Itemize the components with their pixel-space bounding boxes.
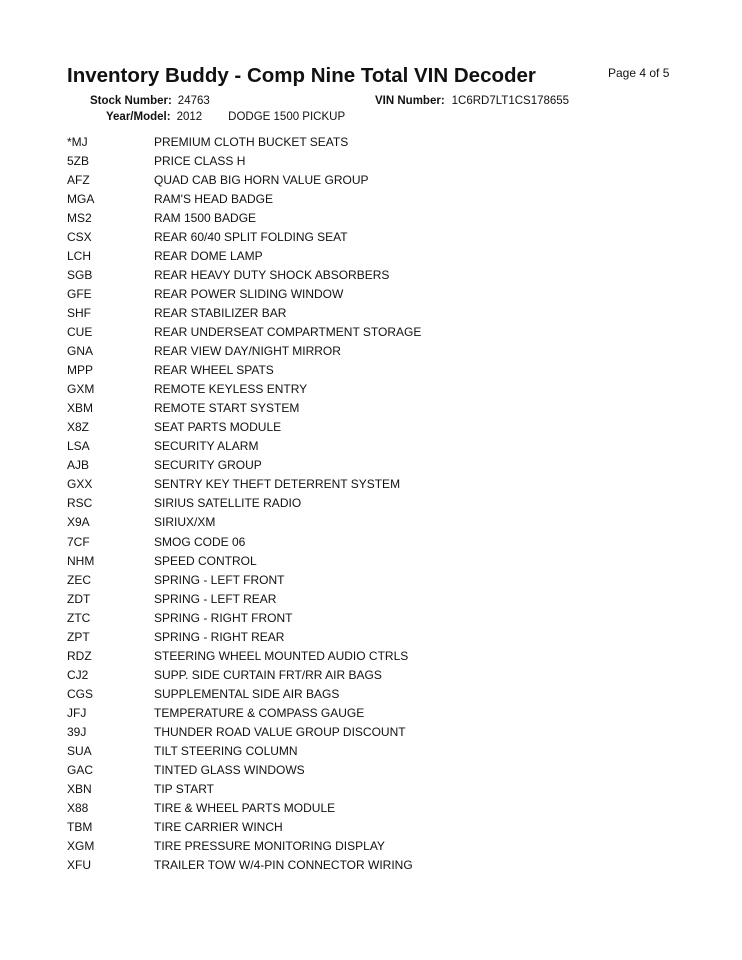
vin-number-label: VIN Number:: [375, 95, 445, 107]
options-list: [67, 132, 421, 875]
option-code: CGS: [67, 686, 94, 701]
option-row: [67, 399, 421, 418]
option-description: STEERING WHEEL MOUNTED AUDIO CTRLS: [154, 648, 409, 663]
option-code: LSA: [67, 439, 90, 454]
option-row: [67, 265, 421, 284]
option-code: XBM: [67, 401, 94, 416]
option-code: NHM: [67, 553, 95, 568]
option-code: GXX: [67, 477, 93, 492]
stock-number-value: 24763: [177, 95, 210, 107]
option-row: [67, 246, 421, 265]
option-code: SGB: [67, 267, 93, 282]
option-code: X9A: [67, 515, 90, 530]
option-description: PRICE CLASS H: [154, 153, 246, 168]
option-description: RAM 1500 BADGE: [154, 210, 257, 225]
option-code: AFZ: [67, 172, 90, 187]
option-code: AJB: [67, 458, 90, 473]
option-row: [67, 856, 421, 875]
option-description: SENTRY KEY THEFT DETERRENT SYSTEM: [154, 477, 401, 492]
option-description: REAR UNDERSEAT COMPARTMENT STORAGE: [154, 324, 422, 339]
option-row: [67, 208, 421, 227]
option-row: [67, 799, 421, 818]
option-description: TIRE & WHEEL PARTS MODULE: [154, 801, 336, 816]
option-row: [67, 475, 421, 494]
option-code: XFU: [67, 858, 91, 873]
option-row: [67, 532, 421, 551]
option-description: REMOTE KEYLESS ENTRY: [154, 382, 308, 397]
option-row: [67, 380, 421, 399]
option-row: [67, 132, 421, 151]
option-description: REAR DOME LAMP: [154, 248, 263, 263]
option-row: [67, 837, 421, 856]
option-description: TIRE CARRIER WINCH: [154, 820, 283, 835]
option-row: [67, 684, 421, 703]
option-row: [67, 322, 421, 341]
option-row: [67, 761, 421, 780]
year-model: [106, 111, 345, 123]
option-code: ZPT: [67, 629, 90, 644]
option-code: MS2: [67, 210, 92, 225]
option-description: TILT STEERING COLUMN: [154, 744, 298, 759]
option-description: SIRIUX/XM: [154, 515, 216, 530]
option-code: XBN: [67, 782, 92, 797]
option-code: ZTC: [67, 610, 91, 625]
option-description: SUPPLEMENTAL SIDE AIR BAGS: [154, 686, 340, 701]
option-row: [67, 513, 421, 532]
option-code: MGA: [67, 191, 95, 206]
option-description: SECURITY GROUP: [154, 458, 262, 473]
option-code: GAC: [67, 763, 94, 778]
vin-number-value: 1C6RD7LT1CS178655: [451, 95, 570, 107]
year-model-label: Year/Model:: [106, 111, 171, 123]
option-code: X88: [67, 801, 89, 816]
option-code: CSX: [67, 229, 92, 244]
option-description: SPRING - LEFT FRONT: [154, 572, 285, 587]
option-code: GFE: [67, 286, 92, 301]
option-code: ZDT: [67, 591, 91, 606]
option-row: [67, 284, 421, 303]
option-row: [67, 627, 421, 646]
option-description: SPRING - RIGHT FRONT: [154, 610, 293, 625]
option-code: 7CF: [67, 534, 90, 549]
option-description: REAR 60/40 SPLIT FOLDING SEAT: [154, 229, 348, 244]
option-row: [67, 646, 421, 665]
option-code: XGM: [67, 839, 95, 854]
option-row: [67, 189, 421, 208]
stock-number-label: Stock Number:: [90, 95, 172, 107]
option-code: LCH: [67, 248, 92, 263]
option-description: SMOG CODE 06: [154, 534, 246, 549]
option-code: SUA: [67, 744, 92, 759]
option-description: REAR WHEEL SPATS: [154, 363, 274, 378]
option-row: [67, 437, 421, 456]
option-row: [67, 570, 421, 589]
option-description: REAR HEAVY DUTY SHOCK ABSORBERS: [154, 267, 390, 282]
option-code: TBM: [67, 820, 93, 835]
option-row: [67, 780, 421, 799]
vin-number: [375, 95, 569, 107]
option-row: [67, 818, 421, 837]
option-row: [67, 151, 421, 170]
option-code: 5ZB: [67, 153, 90, 168]
option-description: SUPP. SIDE CURTAIN FRT/RR AIR BAGS: [154, 667, 382, 682]
option-code: CJ2: [67, 667, 89, 682]
option-row: [67, 703, 421, 722]
option-code: CUE: [67, 324, 93, 339]
model-value: DODGE 1500 PICKUP: [228, 111, 346, 123]
option-row: [67, 608, 421, 627]
stock-number: [90, 95, 210, 107]
option-description: TRAILER TOW W/4-PIN CONNECTOR WIRING: [154, 858, 413, 873]
option-description: PREMIUM CLOTH BUCKET SEATS: [154, 134, 349, 149]
option-description: REMOTE START SYSTEM: [154, 401, 300, 416]
option-description: SIRIUS SATELLITE RADIO: [154, 496, 302, 511]
option-description: THUNDER ROAD VALUE GROUP DISCOUNT: [154, 724, 406, 739]
option-code: SHF: [67, 305, 91, 320]
option-row: [67, 551, 421, 570]
option-code: ZEC: [67, 572, 91, 587]
option-description: SPRING - LEFT REAR: [154, 591, 277, 606]
option-description: TEMPERATURE & COMPASS GAUGE: [154, 705, 365, 720]
option-row: [67, 494, 421, 513]
option-code: MPP: [67, 363, 94, 378]
option-description: SEAT PARTS MODULE: [154, 420, 282, 435]
option-row: [67, 227, 421, 246]
option-description: QUAD CAB BIG HORN VALUE GROUP: [154, 172, 369, 187]
option-description: SPEED CONTROL: [154, 553, 257, 568]
option-code: RSC: [67, 496, 93, 511]
option-code: GNA: [67, 344, 94, 359]
option-description: REAR STABILIZER BAR: [154, 305, 287, 320]
option-code: GXM: [67, 382, 95, 397]
option-code: JFJ: [67, 705, 87, 720]
option-row: [67, 589, 421, 608]
option-description: TIRE PRESSURE MONITORING DISPLAY: [154, 839, 385, 854]
option-row: [67, 303, 421, 322]
option-row: [67, 742, 421, 761]
option-code: X8Z: [67, 420, 90, 435]
option-row: [67, 665, 421, 684]
option-description: REAR POWER SLIDING WINDOW: [154, 286, 344, 301]
option-description: SPRING - RIGHT REAR: [154, 629, 285, 644]
option-description: TINTED GLASS WINDOWS: [154, 763, 305, 778]
option-description: TIP START: [154, 782, 215, 797]
option-row: [67, 456, 421, 475]
option-code: RDZ: [67, 648, 92, 663]
option-code: 39J: [67, 724, 87, 739]
option-code: *MJ: [67, 134, 88, 149]
option-description: RAM'S HEAD BADGE: [154, 191, 273, 206]
option-row: [67, 342, 421, 361]
option-description: SECURITY ALARM: [154, 439, 259, 454]
option-description: REAR VIEW DAY/NIGHT MIRROR: [154, 344, 341, 359]
year-value: 2012: [176, 111, 203, 123]
page-number: Page 4 of 5: [608, 66, 670, 80]
page-title: Inventory Buddy - Comp Nine Total VIN Decoder: [67, 64, 536, 87]
option-row: [67, 170, 421, 189]
option-row: [67, 722, 421, 741]
option-row: [67, 418, 421, 437]
option-row: [67, 361, 421, 380]
